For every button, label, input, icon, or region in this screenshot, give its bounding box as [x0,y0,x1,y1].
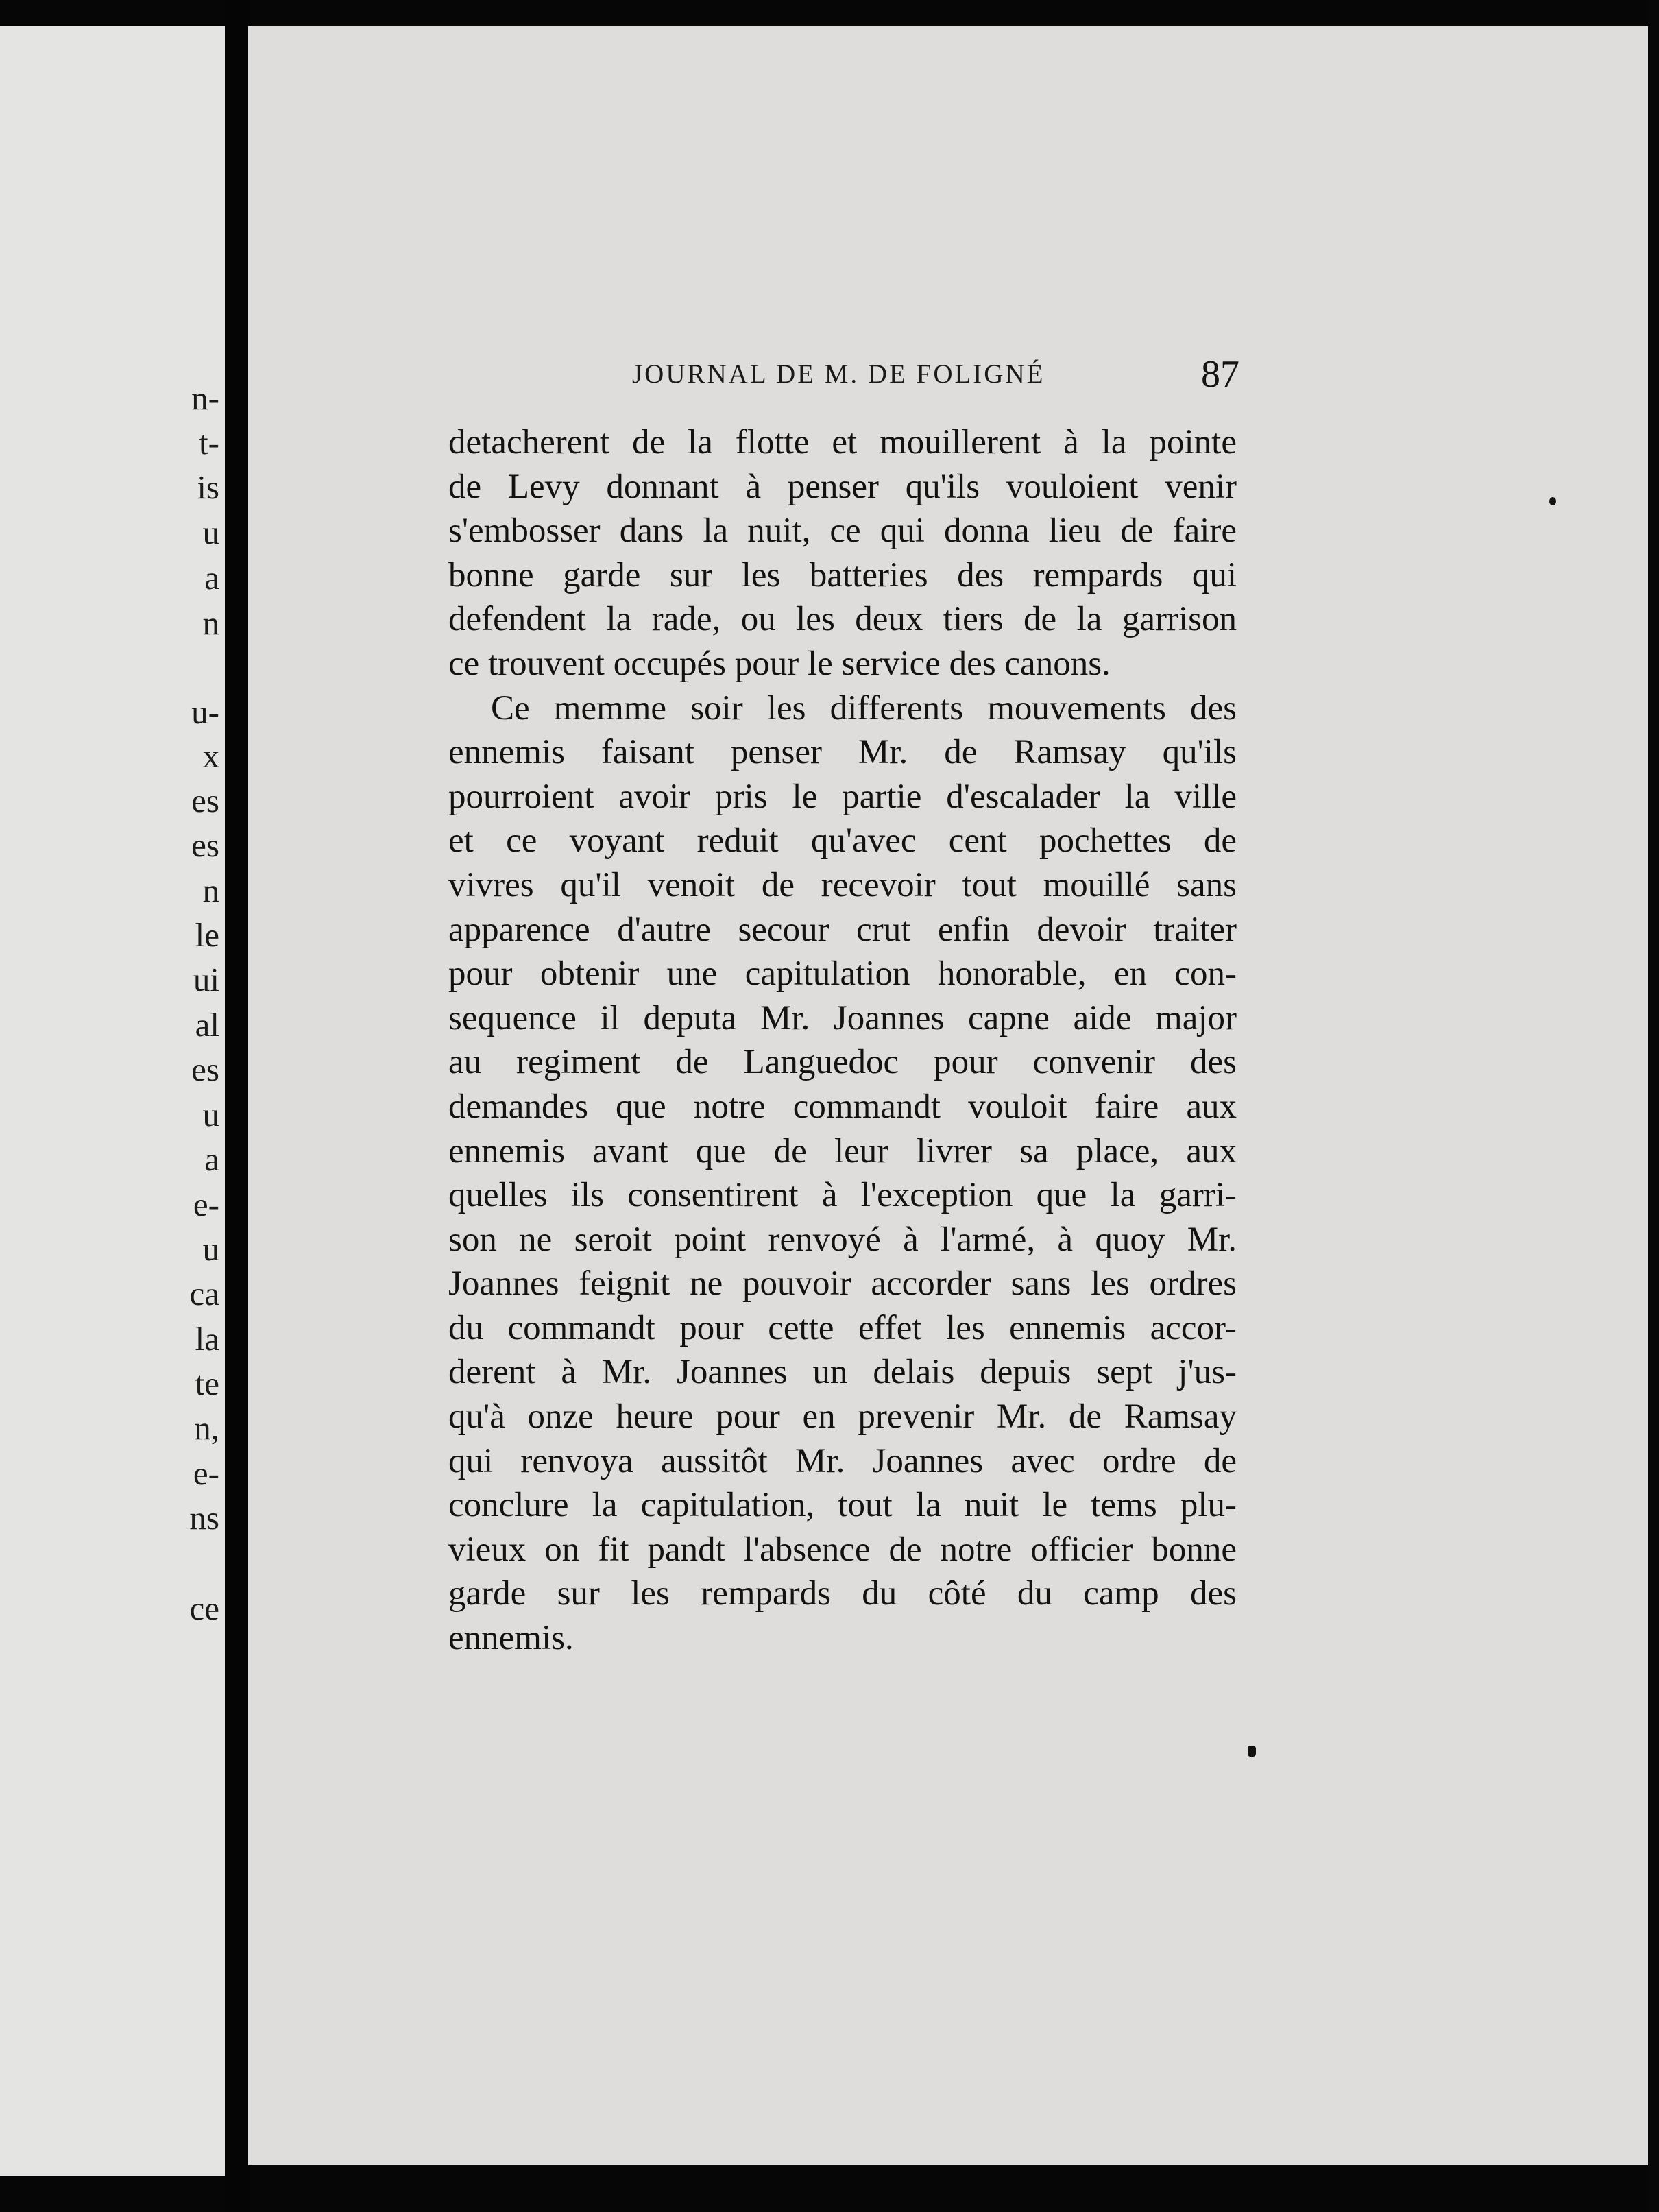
text-line: et ce voyant reduit qu'avec cent pochettes de [448,821,1237,861]
facing-page-fragment: a [204,1140,219,1178]
running-title: JOURNAL DE M. DE FOLIGNÉ [632,359,1045,389]
facing-page-fragment: a [204,559,219,597]
text-line: son ne seroit point renvoyé à l'armé, à quoy Mr. [448,1220,1237,1259]
text-line: Joannes feignit ne pouvoir accorder sans les ordres [448,1264,1237,1303]
facing-page-fragment: es [191,826,219,864]
facing-page-fragment: is [197,468,219,506]
text-line: defendent la rade, ou les deux tiers de la garrison [448,600,1237,639]
text-line: pour obtenir une capitulation honorable, en con- [448,954,1237,994]
facing-page-fragment: x [202,737,219,775]
facing-page-fragment: ce [189,1589,219,1627]
text-line: qui renvoya aussitôt Mr. Joannes avec ordre de [448,1441,1237,1480]
text-line: s'embosser dans la nuit, ce qui donna lieu de faire [448,512,1237,551]
text-line: qu'à onze heure pour en prevenir Mr. de Ramsay [448,1397,1237,1436]
facing-page-fragment: te [195,1365,219,1402]
text-line: ennemis avant que de leur livrer sa place, aux [448,1131,1237,1170]
text-line: detacherent de la flotte et mouillerent à la pointe [448,423,1237,461]
facing-page-fragment: u [202,1230,219,1268]
facing-page-fragment: es [191,782,219,819]
text-line: conclure la capitulation, tout la nuit le tems plu- [448,1486,1237,1525]
text-line: de Levy donnant à penser qu'ils vouloient venir [448,467,1237,506]
text-line: du commandt pour cette effet les ennemis accor- [448,1308,1237,1347]
text-line: bonne garde sur les batteries des rempards qui [448,555,1237,594]
text-line: ce trouvent occupés pour le service des canons. [448,644,1111,683]
facing-page-fragment: u- [191,693,219,731]
body-text [448,420,1237,1661]
facing-page-fragment: ca [189,1275,219,1312]
facing-page-fragment: n [202,871,219,909]
facing-page-fragment: es [191,1050,219,1088]
book-page [248,26,1648,2165]
facing-page-fragment: u [202,514,219,551]
facing-page-fragment: n, [194,1409,219,1447]
facing-page-fragment: u [202,1096,219,1133]
page-gutter [225,0,248,2212]
facing-page-fragment: n [202,604,219,642]
facing-page-fragment: le [195,916,219,954]
facing-page-fragment: la [195,1320,219,1358]
text-line: Ce memme soir les differents mouvements des [491,688,1237,728]
text-line: sequence il deputa Mr. Joannes capne aide major [448,998,1237,1037]
text-line: derent à Mr. Joannes un delais depuis sept j'us- [448,1353,1237,1392]
scan-speck [1248,1746,1256,1757]
text-line: vivres qu'il venoit de recevoir tout mouillé sans [448,865,1237,904]
facing-page-edge [0,26,225,2176]
facing-page-fragment: e- [193,1454,219,1492]
facing-page-fragment: ns [189,1499,219,1537]
facing-page-fragment: n- [191,379,219,417]
facing-page-fragment: e- [193,1186,219,1223]
text-line: quelles ils consentirent à l'exception que la garri- [448,1176,1237,1215]
text-line: au regiment de Languedoc pour convenir des [448,1043,1237,1082]
scan-speck [1549,497,1556,505]
text-line: ennemis. [448,1619,574,1658]
text-line: apparence d'autre secour crut enfin devoir traiter [448,910,1237,949]
text-line: vieux on fit pandt l'absence de notre officier bonne [448,1530,1237,1569]
facing-page-fragment: al [195,1006,219,1044]
facing-page-fragment: ui [193,961,219,998]
page-number: 87 [1201,353,1239,396]
facing-page-fragment: t- [199,424,219,461]
text-line: demandes que notre commandt vouloit faire aux [448,1087,1237,1126]
page-header [248,354,1648,395]
page-border [1648,0,1659,2212]
text-line: ennemis faisant penser Mr. de Ramsay qu'ils [448,733,1237,772]
text-line: pourroient avoir pris le partie d'escalader la ville [448,777,1237,816]
text-line: garde sur les rempards du côté du camp des [448,1574,1237,1613]
